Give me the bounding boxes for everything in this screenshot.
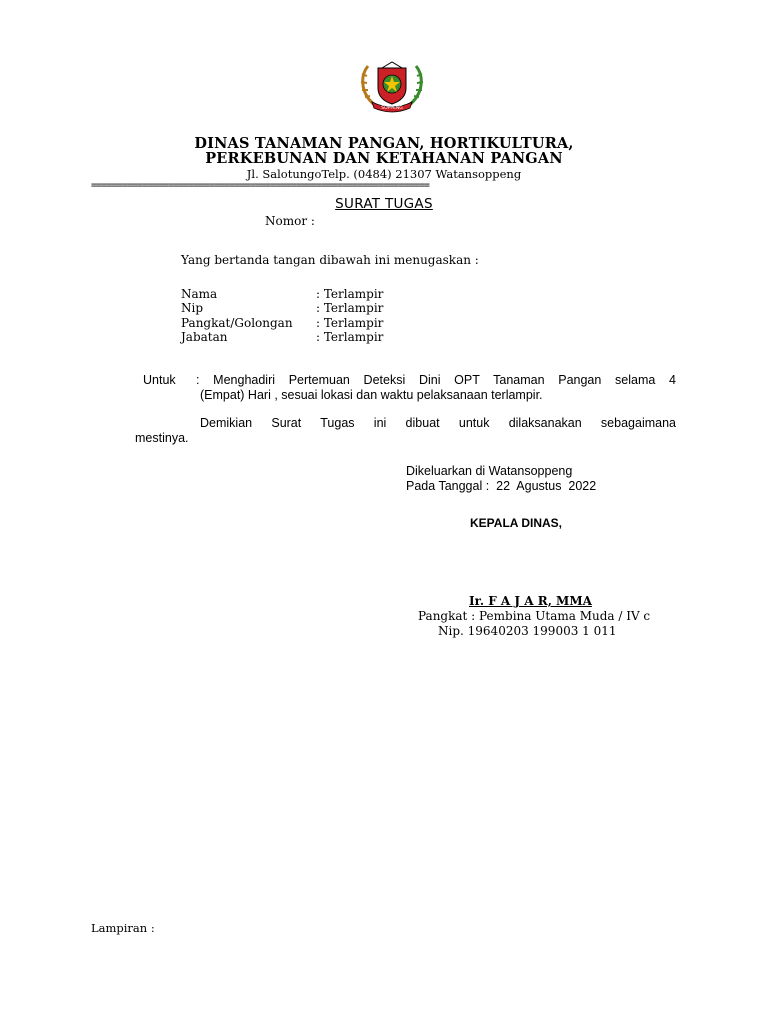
- purpose-label: Untuk: [143, 373, 176, 387]
- institution-name-line2: PERKEBUNAN DAN KETAHANAN PANGAN: [205, 150, 563, 167]
- institution-address: Jl. SalotungoTelp. (0484) 21307 Watansoppeng: [246, 167, 522, 181]
- field-value: : Terlampir: [316, 330, 384, 344]
- regency-emblem-logo: [354, 58, 430, 114]
- document-title: SURAT TUGAS: [335, 196, 433, 212]
- field-row-nama: [181, 287, 383, 301]
- field-label: Nip: [181, 301, 204, 315]
- closing-text-line1: Demikian Surat Tugas ini dibuat untuk dilaksanakan sebagaimana: [200, 416, 676, 430]
- purpose-text-line2: (Empat) Hari , sesuai lokasi dan waktu pelaksanaan terlampir.: [200, 388, 543, 402]
- field-label: Jabatan: [181, 330, 228, 344]
- field-row-jabatan: [181, 330, 383, 344]
- document-number-label: Nomor :: [265, 214, 315, 228]
- issued-at: Dikeluarkan di Watansoppeng: [406, 464, 573, 478]
- emblem-ribbon-text: SOPPENG: [381, 106, 403, 111]
- field-value: : Terlampir: [316, 316, 384, 330]
- field-value: : Terlampir: [316, 287, 384, 301]
- signatory-rank: Pangkat : Pembina Utama Muda / IV c: [418, 609, 651, 623]
- issued-date: Pada Tanggal : 22 Agustus 2022: [406, 479, 597, 493]
- institution-name-line1: DINAS TANAMAN PANGAN, HORTIKULTURA,: [194, 135, 574, 152]
- signatory-name: Ir. F A J A R, MMA: [469, 594, 592, 608]
- field-value: : Terlampir: [316, 301, 384, 315]
- signatory-position: KEPALA DINAS,: [470, 516, 563, 530]
- signatory-nip: Nip. 19640203 199003 1 011: [438, 624, 617, 638]
- field-row-nip: [181, 301, 383, 315]
- closing-text-line2: mestinya.: [135, 431, 189, 445]
- intro-text: Yang bertanda tangan dibawah ini menugaskan :: [181, 253, 479, 267]
- attachment-label: Lampiran :: [91, 921, 155, 935]
- purpose-text-line1: : Menghadiri Pertemuan Deteksi Dini OPT Tanaman Pangan selama 4: [196, 373, 676, 387]
- field-label: Nama: [181, 287, 218, 301]
- field-row-pangkat: [181, 316, 383, 330]
- field-label: Pangkat/Golongan: [181, 316, 293, 330]
- letterhead-separator: ==================================================================: [91, 181, 429, 191]
